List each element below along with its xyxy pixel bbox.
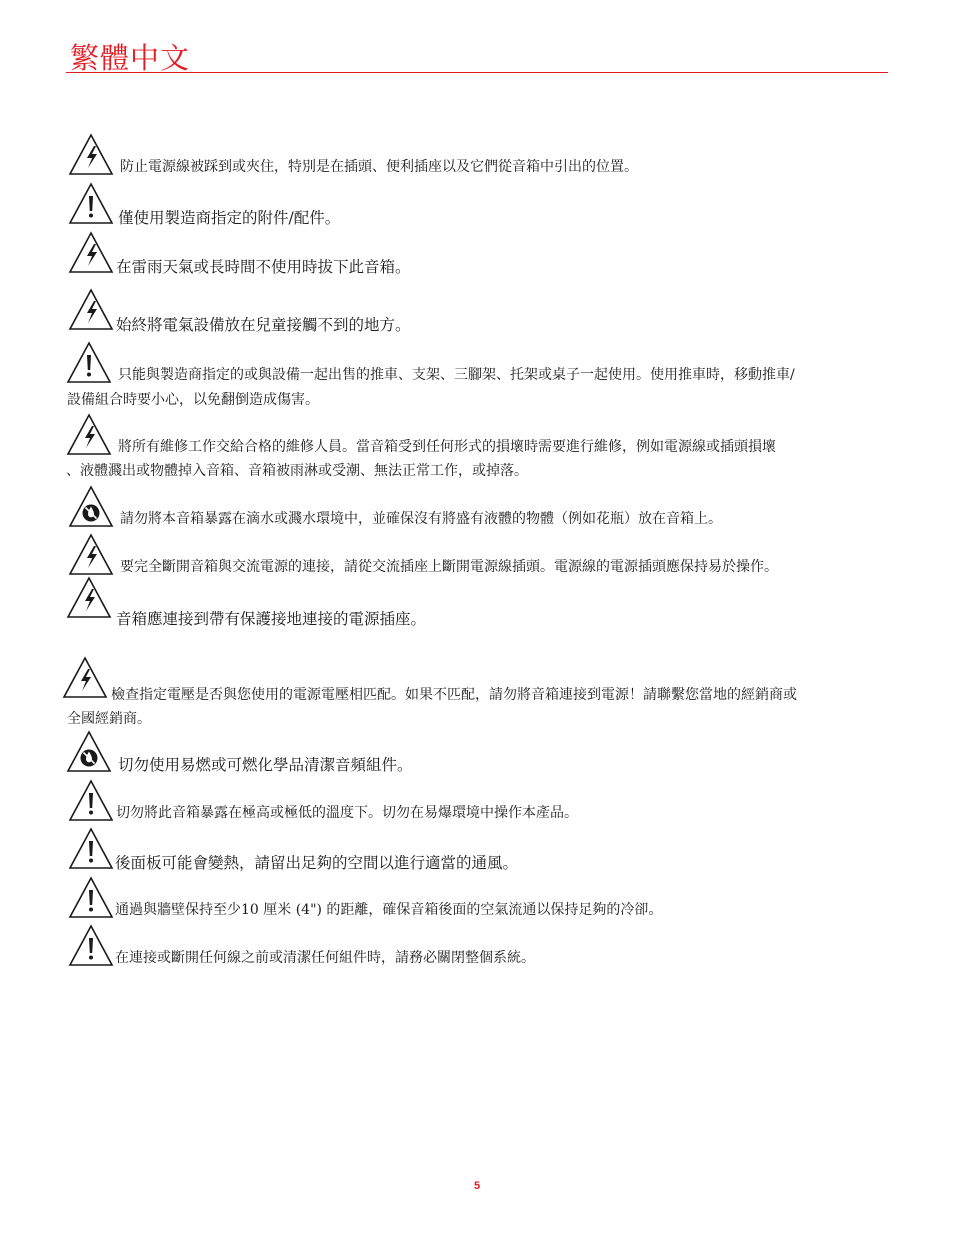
exclamation-warning-icon (68, 779, 114, 823)
safety-item-text: 通過與牆壁保持至少10 厘米 (4") 的距離，確保音箱後面的空氣流通以保持足夠的冷卻。 (115, 902, 663, 918)
safety-item-text: 將所有維修工作交給合格的維修人員。當音箱受到任何形式的損壞時需要進行維修，例如電源線或插頭損壞 (118, 439, 776, 455)
lightning-warning-icon (66, 576, 112, 620)
safety-item-text: 僅使用製造商指定的附件/配件。 (118, 209, 341, 227)
lightning-warning-icon (68, 231, 114, 275)
safety-item-text: 只能與製造商指定的或與設備一起出售的推車、支架、三腳架、托架或桌子一起使用。使用推車時，移動推車/ (118, 367, 795, 383)
lightning-warning-icon (68, 533, 114, 577)
exclamation-warning-icon (66, 341, 112, 385)
no-liquid-warning-icon (66, 730, 112, 774)
safety-item-text: 請勿將本音箱暴露在滴水或濺水環境中，並確保沒有將盛有液體的物體（例如花瓶）放在音箱上。 (120, 511, 722, 527)
lightning-warning-icon (68, 288, 114, 332)
safety-item-text-continued: 、液體濺出或物體掉入音箱、音箱被雨淋或受潮、無法正常工作，或掉落。 (66, 463, 528, 479)
safety-item-text: 要完全斷開音箱與交流電源的連接，請從交流插座上斷開電源線插頭。電源線的電源插頭應保持易於操作。 (120, 559, 778, 575)
safety-item-text: 防止電源線被踩到或夾住，特別是在插頭、便利插座以及它們從音箱中引出的位置。 (120, 159, 638, 175)
safety-item-text: 在連接或斷開任何線之前或清潔任何組件時，請務必關閉整個系統。 (115, 950, 535, 966)
page-title: 繁體中文 (70, 41, 191, 75)
exclamation-warning-icon (68, 827, 114, 871)
safety-item-text: 音箱應連接到帶有保護接地連接的電源插座。 (116, 610, 427, 628)
lightning-warning-icon (62, 656, 108, 700)
safety-item-text: 後面板可能會變熱，請留出足夠的空間以進行適當的通風。 (115, 854, 519, 872)
safety-item-text: 在雷雨天氣或長時間不使用時拔下此音箱。 (116, 258, 411, 276)
safety-item-text: 檢查指定電壓是否與您使用的電源電壓相匹配。如果不匹配，請勿將音箱連接到電源！請聯繫您當地的經銷商或 (111, 687, 797, 703)
lightning-warning-icon (68, 133, 114, 177)
title-divider (66, 72, 888, 73)
exclamation-warning-icon (68, 876, 114, 920)
exclamation-warning-icon (68, 182, 114, 226)
page-number: 5 (473, 1180, 481, 1192)
lightning-warning-icon (66, 413, 112, 457)
safety-item-text: 切勿將此音箱暴露在極高或極低的溫度下。切勿在易爆環境中操作本產品。 (116, 805, 578, 821)
no-liquid-warning-icon (68, 485, 114, 529)
exclamation-warning-icon (68, 924, 114, 968)
safety-item-text: 切勿使用易燃或可燃化學品清潔音頻組件。 (118, 756, 413, 774)
safety-item-text-continued: 設備組合時要小心，以免翻倒造成傷害。 (67, 392, 319, 408)
safety-item-text-continued: 全國經銷商。 (67, 711, 151, 727)
safety-item-text: 始終將電氣設備放在兒童接觸不到的地方。 (116, 316, 411, 334)
